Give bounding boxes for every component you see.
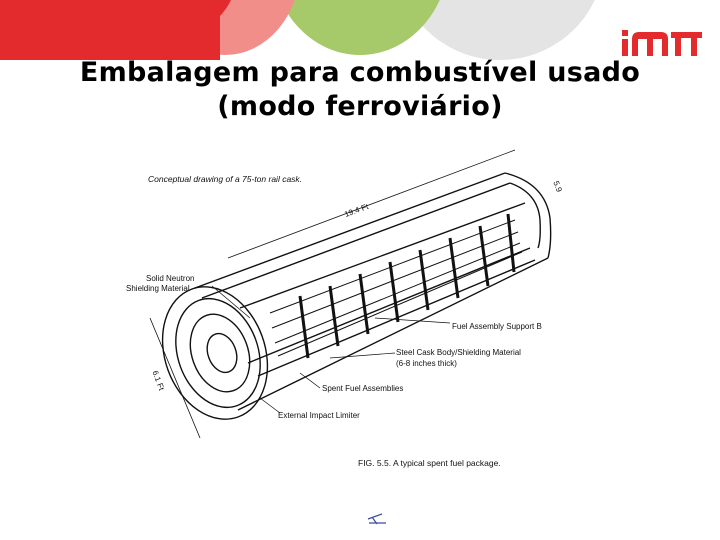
cask-figure — [120, 148, 580, 478]
diameter-dimension-label: 6.1 Ft — [150, 369, 166, 392]
rail-cask-drawing — [120, 148, 580, 478]
slide-title-line2: (modo ferroviário) — [217, 91, 503, 122]
imt-logo — [620, 24, 704, 58]
end-dimension-label: 5.9 — [551, 179, 564, 194]
neutron-label-line2: Shielding Material — [126, 284, 190, 293]
length-dimension-label: 19.4 Ft — [343, 202, 370, 219]
steel-body-label-line1: Steel Cask Body/Shielding Material — [396, 348, 521, 357]
figure-caption: FIG. 5.5. A typical spent fuel package. — [358, 458, 501, 468]
steel-body-label-line2: (6-8 inches thick) — [396, 359, 457, 368]
slide-title-line1: Embalagem para combustível usado — [79, 57, 641, 88]
neutron-label-line1: Solid Neutron — [146, 274, 195, 283]
figure-heading: Conceptual drawing of a 75-ton rail cask. — [148, 174, 303, 184]
impact-limiter-label: External Impact Limiter — [278, 411, 360, 420]
slide-title — [20, 56, 700, 124]
support-label: Fuel Assembly Support B — [452, 322, 542, 331]
spent-fuel-label: Spent Fuel Assemblies — [322, 384, 404, 393]
header-green-shape — [270, 0, 450, 55]
page-mark-icon — [366, 512, 388, 526]
